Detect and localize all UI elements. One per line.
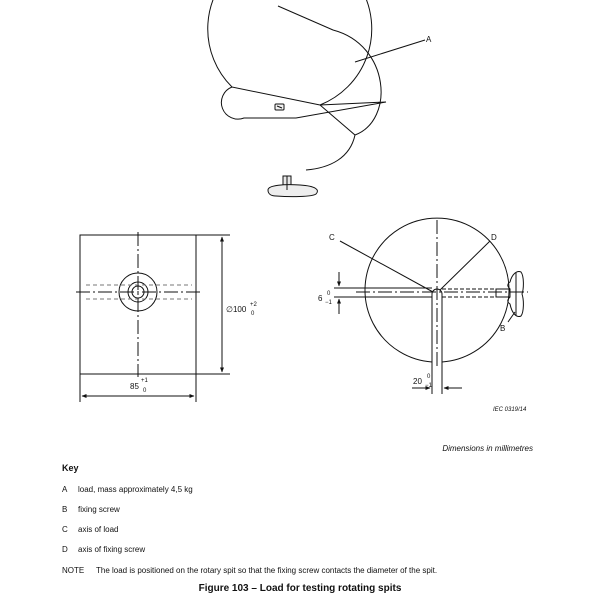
svg-text:−1: −1 [425,383,432,389]
slot [221,87,386,119]
svg-text:0: 0 [327,291,331,297]
key-item-a [62,485,193,494]
key-letter: B [62,505,68,514]
key-text: fixing screw [78,505,120,514]
key-title: Key [62,463,79,473]
cylinder-front-face [208,0,372,105]
svg-text:6: 6 [318,294,323,303]
svg-text:0: 0 [143,388,147,394]
leader-a [355,40,425,62]
note-label: NOTE [62,566,85,575]
cylinder-body [278,6,381,170]
leader-c [340,241,433,292]
note [62,566,437,575]
width-dimension-text [130,378,149,394]
key-letter: C [62,525,68,534]
diameter-dimension-text [226,302,258,317]
isometric-view [208,0,425,197]
key-text: axis of fixing screw [78,545,146,554]
slot-height-dimension-text [318,291,333,306]
label-a: A [426,35,432,44]
screw-wing [268,185,317,197]
svg-text:∅100: ∅100 [226,305,247,314]
leader-b [508,312,515,322]
units-note: Dimensions in millimetres [442,444,533,453]
svg-text:85: 85 [130,382,139,391]
iec-reference: IEC 0319/14 [493,407,527,413]
svg-text:20: 20 [413,377,422,386]
svg-text:−1: −1 [325,300,332,306]
label-d: D [491,233,497,242]
front-view [76,232,230,402]
key-item-c [62,525,118,534]
key-text: axis of load [78,525,119,534]
svg-text:0: 0 [427,374,431,380]
svg-text:+1: +1 [141,378,148,384]
side-screw-body [496,289,510,297]
note-text: The load is positioned on the rotary spit so that the fixing screw contacts the diameter of the spit. [96,566,438,575]
leader-d [440,241,490,290]
figure-caption: Figure 103 – Load for testing rotating spits [198,583,402,594]
slot-width-dimension-text [413,374,433,389]
label-c: C [329,233,335,242]
key-letter: A [62,485,68,494]
key-letter: D [62,545,68,554]
side-view [334,218,528,394]
label-b: B [500,324,506,333]
key-item-b [62,505,120,514]
svg-text:+2: +2 [250,302,257,308]
key-text: load, mass approximately 4,5 kg [78,485,193,494]
key-item-d [62,545,145,554]
svg-text:0: 0 [251,311,255,317]
